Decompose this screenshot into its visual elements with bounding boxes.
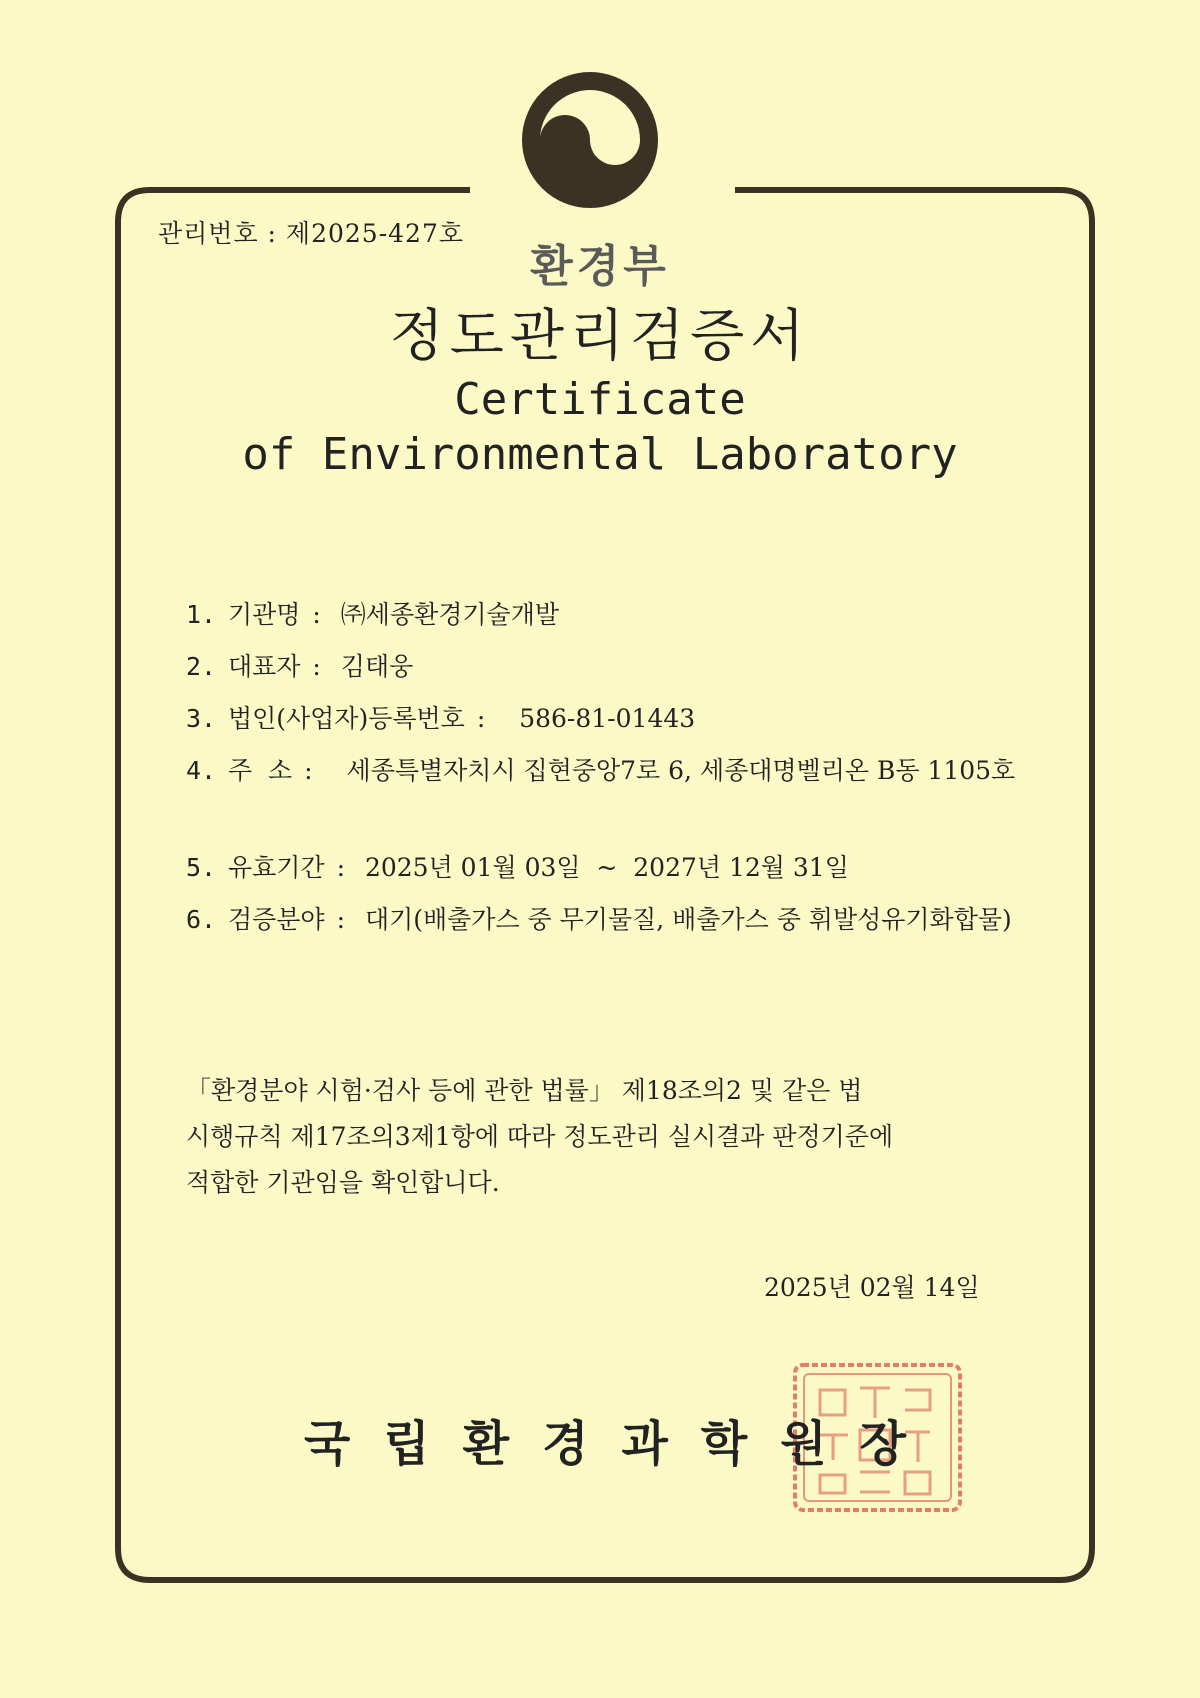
detail-value: 세종특별자치시 집현중앙7로 6, 세종대명벨리온 B동 1105호 xyxy=(346,756,1016,785)
detail-item-address: 4. 주 소 : 세종특별자치시 집현중앙7로 6, 세종대명벨리온 B동 1105호 xyxy=(186,756,1016,785)
detail-value: 586-81-01443 xyxy=(519,704,696,733)
issue-date: 2025년 02월 14일 xyxy=(764,1273,980,1302)
detail-label: 법인(사업자)등록번호 xyxy=(227,704,465,733)
detail-value: 대기(배출가스 중 무기물질, 배출가스 중 휘발성유기화합물) xyxy=(364,905,1012,934)
detail-label: 대표자 xyxy=(227,652,301,681)
management-number: 관리번호 : 제2025-427호 xyxy=(158,219,465,248)
detail-value: ㈜세종환경기술개발 xyxy=(340,600,559,629)
detail-item-institution: 1. 기관명 : ㈜세종환경기술개발 xyxy=(186,600,559,629)
detail-item-representative: 2. 대표자 : 김태웅 xyxy=(186,652,414,681)
detail-item-registration-number: 3. 법인(사업자)등록번호 : 586-81-01443 xyxy=(186,704,696,733)
detail-item-verification-field: 6. 검증분야 : 대기(배출가스 중 무기물질, 배출가스 중 휘발성유기화합물) xyxy=(186,905,1012,934)
taegeuk-emblem-icon xyxy=(520,70,660,210)
detail-value: 김태웅 xyxy=(340,652,414,681)
detail-label: 유효기간 xyxy=(227,853,325,882)
certificate-title-english xyxy=(0,372,1200,482)
title-en-line-2: of Environmental Laboratory xyxy=(242,429,958,480)
detail-label: 주 소 xyxy=(227,756,293,785)
detail-value: 2025년 01월 03일 ~ 2027년 12월 31일 xyxy=(364,853,849,882)
ministry-name: 환경부 xyxy=(530,241,670,292)
certification-statement xyxy=(186,1068,966,1206)
detail-label: 검증분야 xyxy=(227,905,325,934)
detail-label: 기관명 xyxy=(227,600,301,629)
detail-item-validity-period: 5. 유효기간 : 2025년 01월 03일 ~ 2027년 12월 31일 xyxy=(186,853,849,882)
title-en-line-1: Certificate xyxy=(454,374,746,425)
statement-line: 시행규칙 제17조의3제1항에 따라 정도관리 실시결과 판정기준에 xyxy=(186,1122,894,1151)
certificate-title-korean: 정도관리검증서 xyxy=(389,304,811,369)
statement-line: 적합한 기관임을 확인합니다. xyxy=(186,1168,500,1197)
issuer-name: 국립환경과학원장 xyxy=(304,1416,939,1472)
statement-line: 「환경분야 시험·검사 등에 관한 법률」 제18조의2 및 같은 법 xyxy=(186,1076,863,1105)
